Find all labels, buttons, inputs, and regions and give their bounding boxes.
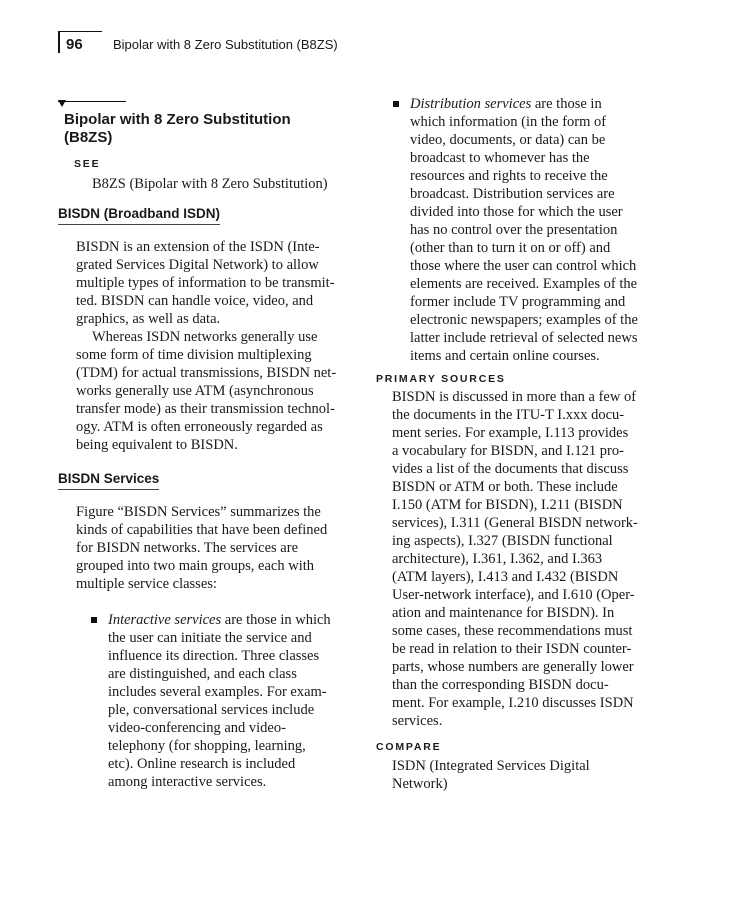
text-line: the documents in the ITU-T I.xxx docu- bbox=[392, 407, 625, 423]
page-number: 96 bbox=[66, 36, 83, 53]
text-line: video, documents, or data) can be bbox=[410, 132, 606, 148]
text-line: works generally use ATM (asynchronous bbox=[76, 383, 314, 399]
text-line: items and certain online courses. bbox=[410, 348, 600, 364]
text-line: BISDN or ATM or both. These include bbox=[392, 479, 618, 495]
entry-title-line-1: Bipolar with 8 Zero Substitution bbox=[64, 111, 291, 128]
term-distribution-services: Distribution services bbox=[410, 96, 532, 112]
primary-sources-text bbox=[392, 388, 648, 730]
text-line: I.150 (ATM for BISDN), I.211 (BISDN bbox=[392, 497, 623, 513]
text-line: broadcast to whomever has the bbox=[410, 150, 590, 166]
text-line: telephony (for shopping, learning, bbox=[108, 738, 306, 754]
text-line: ple, conversational services include bbox=[108, 702, 315, 718]
entry-title-b8zs bbox=[64, 111, 348, 147]
text-line: grouped into two main groups, each with bbox=[76, 558, 314, 574]
entry-title-bisdn: BISDN (Broadband ISDN) bbox=[58, 206, 220, 225]
text-line: Whereas ISDN networks generally use bbox=[92, 329, 318, 345]
text-line: (ATM layers), I.413 and I.432 (BISDN bbox=[392, 569, 619, 585]
left-column bbox=[58, 98, 348, 791]
text-line: than the corresponding BISDN docu- bbox=[392, 677, 609, 693]
text-line: some cases, these recommendations must bbox=[392, 623, 633, 639]
text-line: User-network interface), and I.610 (Oper- bbox=[392, 587, 635, 603]
text-line: influence its direction. Three classes bbox=[108, 648, 320, 664]
text-line: which information (in the form of bbox=[410, 114, 607, 130]
text-line: grated Services Digital Network) to allow bbox=[76, 257, 319, 273]
text-line: includes several examples. For exam- bbox=[108, 684, 327, 700]
text-line: ted. BISDN can handle voice, video, and bbox=[76, 293, 314, 309]
text-line: multiple service classes: bbox=[76, 576, 217, 592]
text-line: Network) bbox=[392, 776, 448, 792]
text-line: divided into those for which the user bbox=[410, 204, 623, 220]
services-bullet-list bbox=[90, 611, 348, 791]
text-line: ogy. ATM is often erroneously regarded as bbox=[76, 419, 323, 435]
text-line: be read in relation to their ISDN counter- bbox=[392, 641, 632, 657]
bisdn-paragraph-1 bbox=[76, 238, 348, 328]
text-line: ment series. For example, I.113 provides bbox=[392, 425, 629, 441]
bullet-first-line-rest: are those in bbox=[531, 96, 602, 112]
text-line: latter include retrieval of selected news bbox=[410, 330, 638, 346]
text-line: those where the user can control which bbox=[410, 258, 637, 274]
text-line: etc). Online research is included bbox=[108, 756, 296, 772]
term-interactive-services: Interactive services bbox=[108, 612, 222, 628]
see-reference: B8ZS (Bipolar with 8 Zero Substitution) bbox=[92, 176, 328, 192]
text-line: former include TV programming and bbox=[410, 294, 626, 310]
compare-label: COMPARE bbox=[376, 741, 442, 753]
text-line: electronic newspapers; examples of the bbox=[410, 312, 638, 328]
see-label: SEE bbox=[74, 158, 101, 170]
bisdn-services-intro bbox=[76, 503, 348, 593]
header-rule-vertical bbox=[58, 31, 60, 53]
text-line: among interactive services. bbox=[108, 774, 267, 790]
text-line: broadcast. Distribution services are bbox=[410, 186, 615, 202]
text-line: Figure “BISDN Services” summarizes the bbox=[76, 504, 321, 520]
text-line: ISDN (Integrated Services Digital bbox=[392, 758, 590, 774]
running-head: Bipolar with 8 Zero Substitution (B8ZS) bbox=[113, 37, 338, 52]
text-line: are distinguished, and each class bbox=[108, 666, 297, 682]
text-line: multiple types of information to be transmit- bbox=[76, 275, 335, 291]
text-line: architecture), I.361, I.362, and I.363 bbox=[392, 551, 603, 567]
right-column bbox=[376, 95, 648, 793]
entry-marker bbox=[58, 98, 348, 108]
text-line: BISDN is an extension of the ISDN (Inte- bbox=[76, 239, 320, 255]
bullet-interactive-services bbox=[90, 611, 348, 791]
text-line: the user can initiate the service and bbox=[108, 630, 312, 646]
text-line: video-conferencing and video- bbox=[108, 720, 286, 736]
text-line: graphics, as well as data. bbox=[76, 311, 221, 327]
text-line: parts, whose numbers are generally lower bbox=[392, 659, 634, 675]
text-line: a vocabulary for BISDN, and I.121 pro- bbox=[392, 443, 624, 459]
entry-title-bisdn-services: BISDN Services bbox=[58, 471, 159, 490]
text-line: (TDM) for actual transmissions, BISDN net- bbox=[76, 365, 337, 381]
text-line: for BISDN networks. The services are bbox=[76, 540, 299, 556]
entry-title-line-2: (B8ZS) bbox=[64, 129, 113, 146]
services-bullet-list-continued bbox=[392, 95, 648, 365]
text-line: elements are received. Examples of the bbox=[410, 276, 638, 292]
triangle-down-icon bbox=[58, 100, 66, 107]
square-bullet-icon bbox=[393, 101, 399, 107]
entry-marker-rule bbox=[58, 101, 126, 102]
text-line: ing aspects), I.327 (BISDN functional bbox=[392, 533, 613, 549]
text-line: vides a list of the documents that discuss bbox=[392, 461, 629, 477]
text-line: has no control over the presentation bbox=[410, 222, 618, 238]
bisdn-paragraph-2 bbox=[76, 328, 348, 454]
bullet-distribution-services bbox=[392, 95, 648, 365]
text-line: (other than to turn it on or off) and bbox=[410, 240, 611, 256]
compare-reference bbox=[392, 757, 648, 793]
text-line: being equivalent to BISDN. bbox=[76, 437, 238, 453]
text-line: BISDN is discussed in more than a few of bbox=[392, 389, 637, 405]
text-line: ation and maintenance for BISDN). In bbox=[392, 605, 615, 621]
text-line bbox=[108, 611, 348, 629]
text-line: services), I.311 (General BISDN network- bbox=[392, 515, 638, 531]
text-line: ment. For example, I.210 discusses ISDN bbox=[392, 695, 634, 711]
text-line: kinds of capabilities that have been defined bbox=[76, 522, 328, 538]
text-line: some form of time division multiplexing bbox=[76, 347, 312, 363]
primary-sources-label: PRIMARY SOURCES bbox=[376, 373, 506, 385]
text-line: services. bbox=[392, 713, 443, 729]
square-bullet-icon bbox=[91, 617, 97, 623]
text-line: resources and rights to receive the bbox=[410, 168, 608, 184]
bullet-first-line-rest: are those in which bbox=[221, 612, 331, 628]
text-line bbox=[410, 95, 648, 113]
header-rule-horizontal bbox=[58, 31, 102, 32]
text-line: transfer mode) as their transmission technol- bbox=[76, 401, 335, 417]
